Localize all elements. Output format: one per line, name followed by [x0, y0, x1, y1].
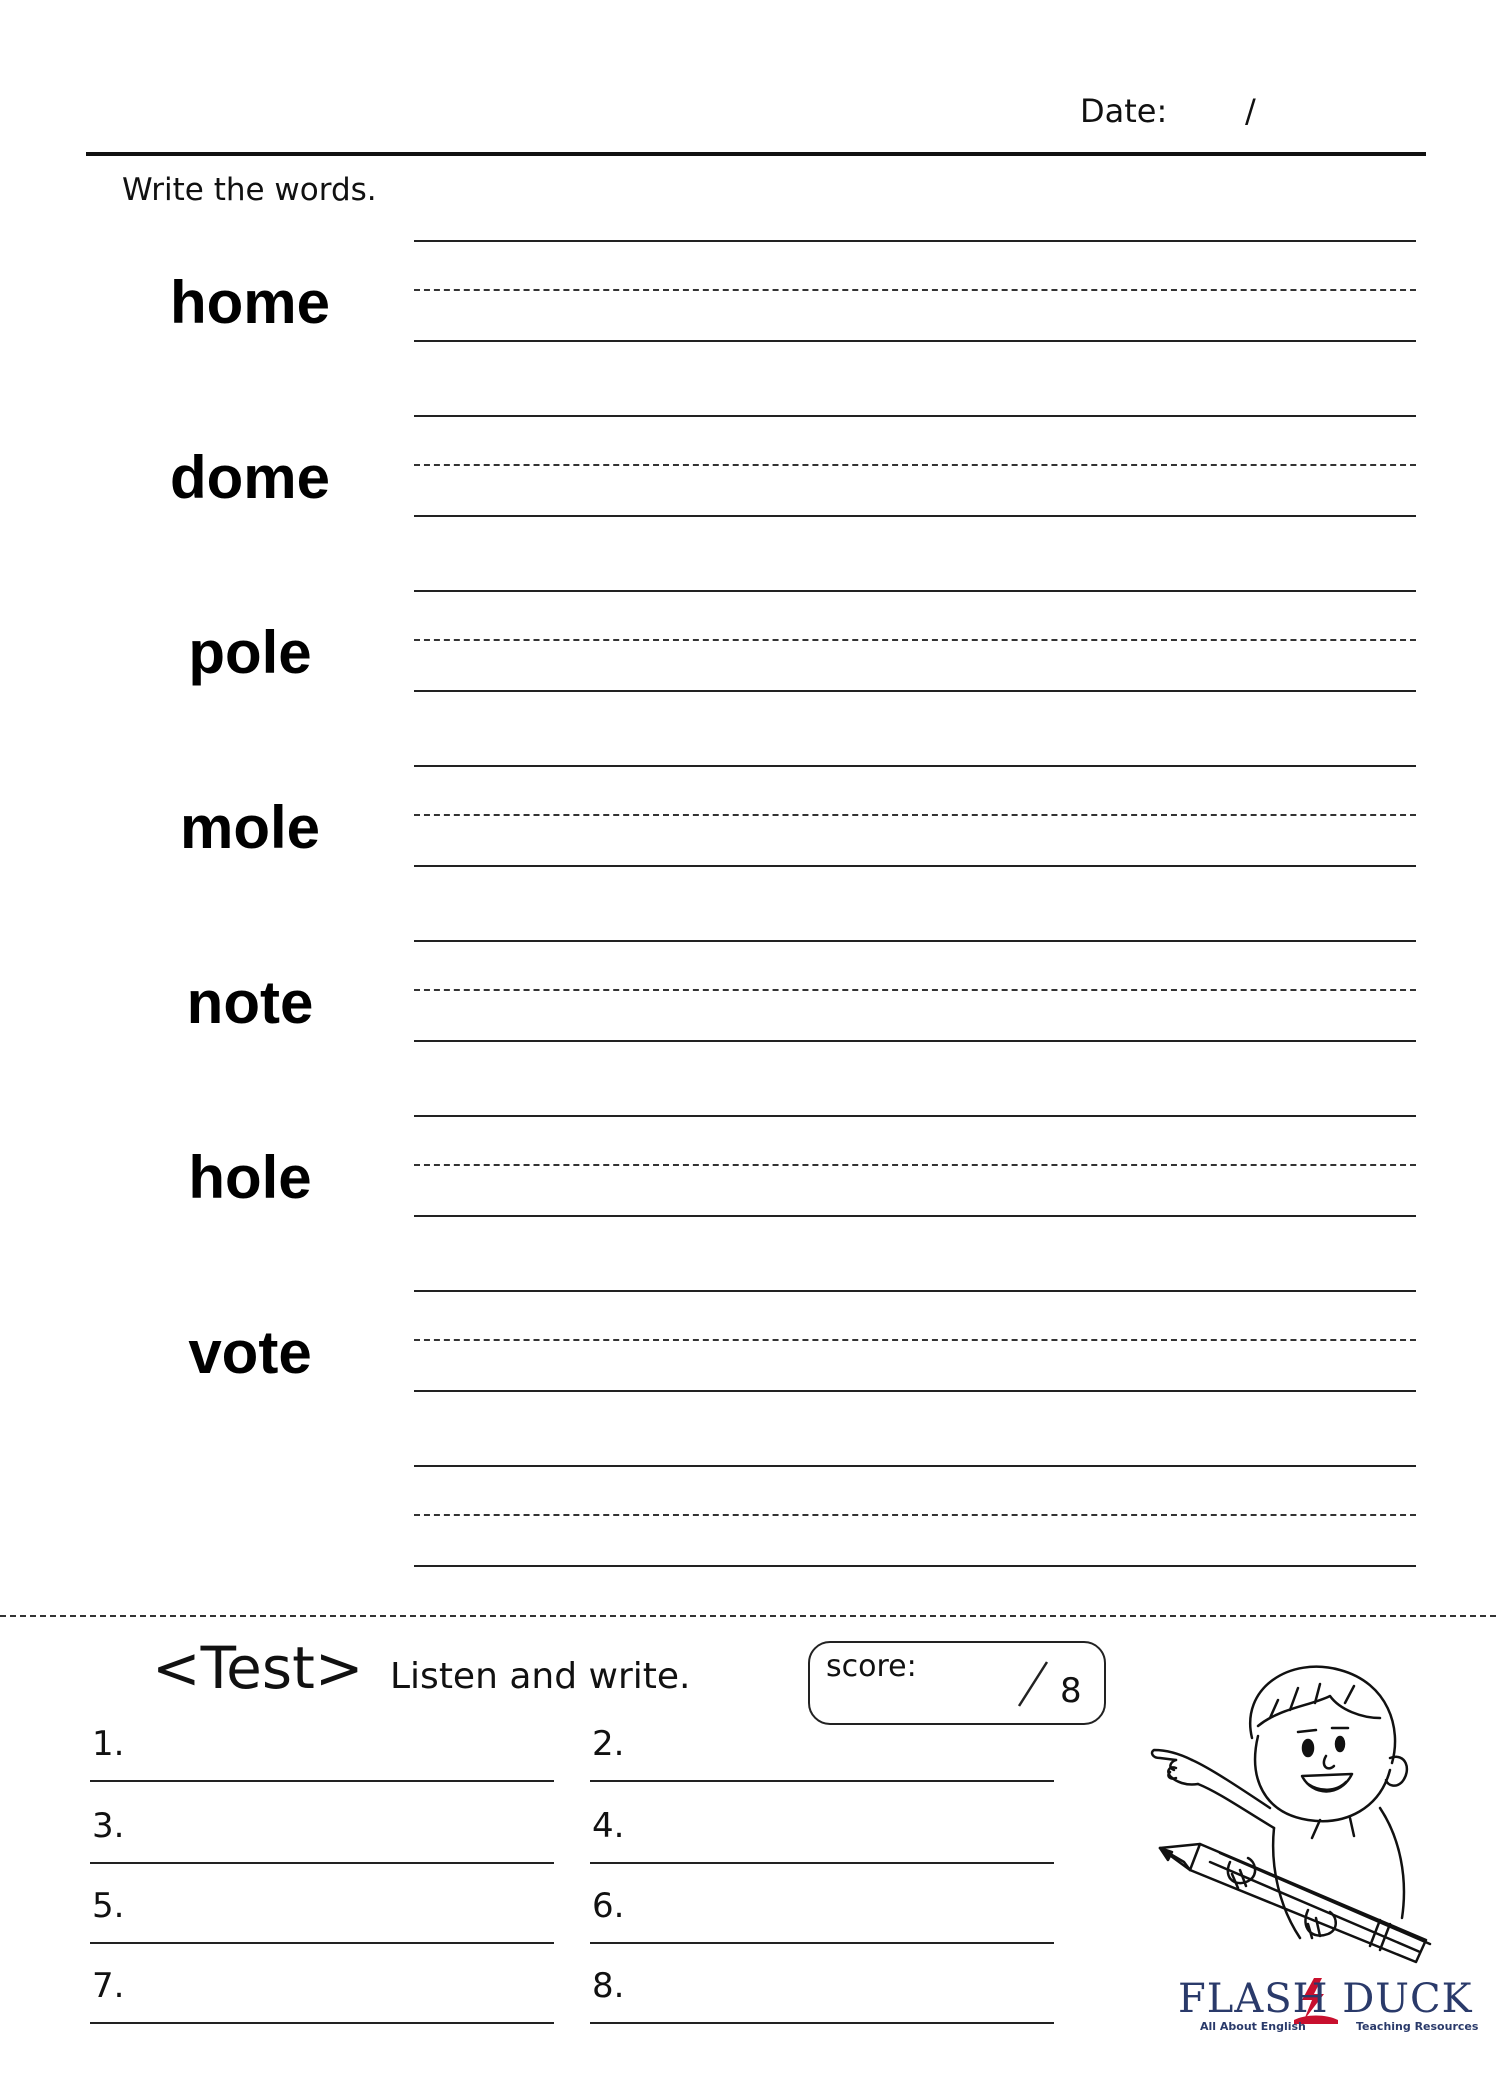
writing-line-top[interactable] [414, 1115, 1416, 1117]
test-instruction: Listen and write. [390, 1656, 691, 1697]
practice-row-8 [0, 1465, 1496, 1565]
date-separator: / [1245, 92, 1256, 130]
answer-item-4[interactable] [590, 1800, 1054, 1866]
score-label: score: [826, 1649, 917, 1684]
answer-item-6[interactable] [590, 1880, 1054, 1946]
header-rule [86, 152, 1426, 156]
writing-line-mid[interactable] [414, 464, 1416, 466]
answer-item-7[interactable] [90, 1960, 554, 2026]
practice-row-1 [0, 240, 1496, 340]
answer-number: 6. [592, 1886, 625, 1926]
practice-word: note [186, 969, 314, 1036]
writing-line-mid[interactable] [414, 814, 1416, 816]
practice-word: dome [169, 444, 331, 511]
writing-line-bottom[interactable] [414, 690, 1416, 692]
answer-item-2[interactable] [590, 1718, 1054, 1784]
instruction-text: Write the words. [122, 172, 377, 208]
writing-line-mid[interactable] [414, 989, 1416, 991]
flash-duck-logo [1176, 1976, 1479, 2038]
practice-row-2 [0, 415, 1496, 515]
answer-line[interactable] [90, 1862, 554, 1864]
writing-line-bottom[interactable] [414, 1565, 1416, 1567]
answer-item-1[interactable] [90, 1718, 554, 1784]
writing-line-bottom[interactable] [414, 1215, 1416, 1217]
score-slash-icon [1015, 1659, 1051, 1709]
writing-line-top[interactable] [414, 590, 1416, 592]
writing-line-mid[interactable] [414, 1339, 1416, 1341]
writing-line-bottom[interactable] [414, 340, 1416, 342]
writing-line-top[interactable] [414, 415, 1416, 417]
writing-line-bottom[interactable] [414, 1390, 1416, 1392]
answer-item-8[interactable] [590, 1960, 1054, 2026]
score-total: 8 [1060, 1671, 1082, 1711]
boy-with-pencil-pointing-icon [1140, 1648, 1470, 1968]
logo-tagline-right: Teaching Resources [1356, 2020, 1479, 2033]
answer-number: 4. [592, 1806, 625, 1846]
answer-line[interactable] [90, 1780, 554, 1782]
section-divider [0, 1615, 1496, 1617]
answer-line[interactable] [590, 2022, 1054, 2024]
writing-line-top[interactable] [414, 1465, 1416, 1467]
practice-word: mole [179, 794, 321, 861]
practice-word: home [169, 269, 331, 336]
answer-number: 2. [592, 1724, 625, 1764]
writing-line-bottom[interactable] [414, 865, 1416, 867]
logo-tagline-left: All About English [1200, 2020, 1306, 2033]
score-box [808, 1641, 1106, 1725]
answer-number: 8. [592, 1966, 625, 2006]
writing-line-mid[interactable] [414, 289, 1416, 291]
practice-word: vote [188, 1319, 312, 1386]
test-title: <Test> [152, 1634, 364, 1702]
answer-number: 1. [92, 1724, 125, 1764]
practice-row-4 [0, 765, 1496, 865]
practice-row-7 [0, 1290, 1496, 1390]
writing-line-mid[interactable] [414, 639, 1416, 641]
logo-wordmark: FLASH DUCK [1178, 1976, 1473, 2022]
practice-row-5 [0, 940, 1496, 1040]
writing-line-bottom[interactable] [414, 1040, 1416, 1042]
writing-line-mid[interactable] [414, 1164, 1416, 1166]
practice-row-6 [0, 1115, 1496, 1215]
date-label: Date: [1080, 92, 1168, 130]
answer-item-3[interactable] [90, 1800, 554, 1866]
practice-word: hole [188, 1144, 312, 1211]
answer-number: 7. [92, 1966, 125, 2006]
writing-line-top[interactable] [414, 765, 1416, 767]
answer-number: 3. [92, 1806, 125, 1846]
practice-word: pole [188, 619, 312, 686]
writing-line-top[interactable] [414, 1290, 1416, 1292]
writing-line-top[interactable] [414, 940, 1416, 942]
answer-line[interactable] [90, 1942, 554, 1944]
answer-line[interactable] [590, 1862, 1054, 1864]
answer-number: 5. [92, 1886, 125, 1926]
writing-line-top[interactable] [414, 240, 1416, 242]
answer-line[interactable] [90, 2022, 554, 2024]
answer-line[interactable] [590, 1942, 1054, 1944]
practice-row-3 [0, 590, 1496, 690]
writing-line-bottom[interactable] [414, 515, 1416, 517]
answer-line[interactable] [590, 1780, 1054, 1782]
writing-line-mid[interactable] [414, 1514, 1416, 1516]
answer-item-5[interactable] [90, 1880, 554, 1946]
